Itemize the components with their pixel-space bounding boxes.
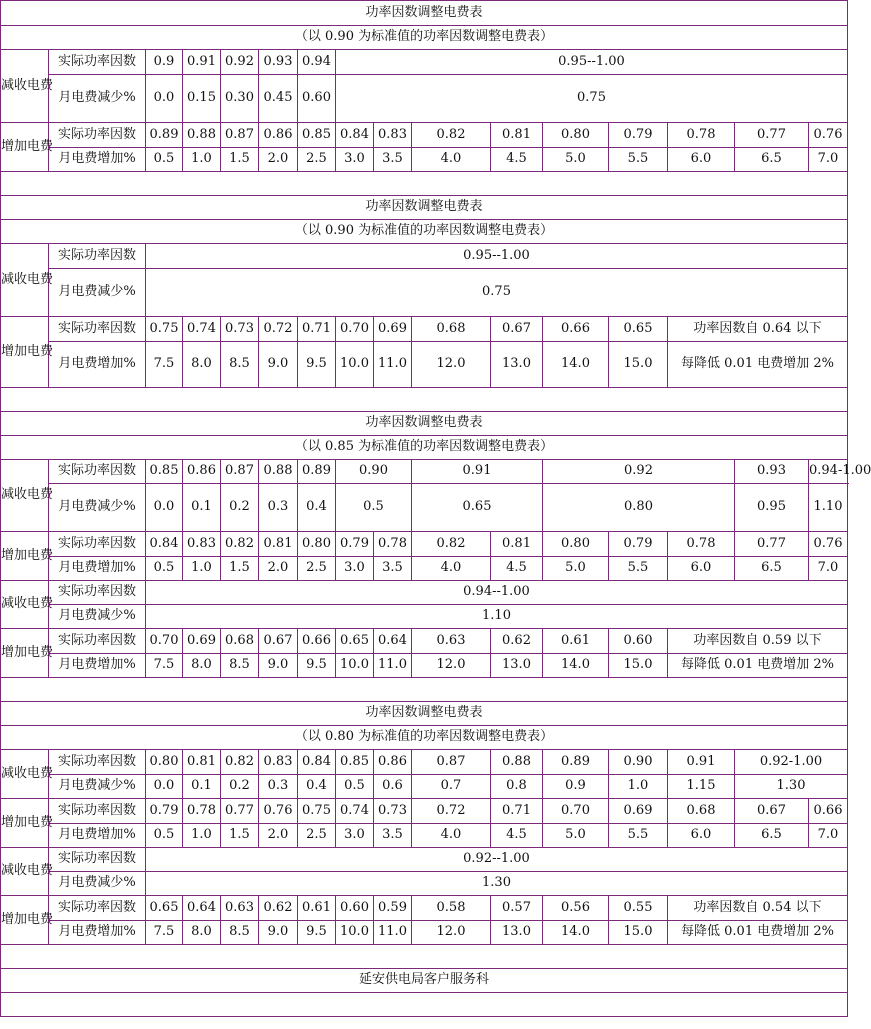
table-cell: 0.5 (146, 824, 183, 848)
table-cell: 0.77 (735, 123, 809, 148)
actual-pf-label: 实际功率因数 (49, 123, 146, 148)
reduce-group-label: 减收电费 (1, 848, 49, 896)
table-cell: 0.73 (221, 317, 259, 342)
table-cell: 0.94-1.00 (809, 460, 848, 484)
actual-pf-label: 实际功率因数 (49, 460, 146, 484)
table-cell: 1.30 (146, 872, 848, 896)
table-cell: 7.5 (146, 342, 183, 388)
table-cell: 2.5 (298, 824, 336, 848)
actual-pf-label: 实际功率因数 (49, 750, 146, 775)
table-cell: 8.5 (221, 342, 259, 388)
table-cell: 1.5 (221, 148, 259, 172)
actual-pf-label: 实际功率因数 (49, 848, 146, 872)
table-cell: 0.66 (298, 629, 336, 654)
table-cell: 0.1 (183, 484, 221, 532)
table-cell: 0.88 (259, 460, 298, 484)
table-cell: 10.0 (336, 342, 374, 388)
table-cell: 0.95 (735, 484, 809, 532)
table-cell: 0.0 (146, 75, 183, 123)
table-cell: 0.89 (146, 123, 183, 148)
reduce-pct-label: 月电费减少% (49, 75, 146, 123)
table-cell: 0.62 (259, 896, 298, 921)
table-cell: 0.92 (543, 460, 735, 484)
table-cell: 0.85 (146, 460, 183, 484)
table-cell: 3.5 (374, 557, 412, 581)
section-subtitle: （以 0.90 为标准值的功率因数调整电费表） (1, 220, 848, 244)
table-cell: 0.45 (259, 75, 298, 123)
table-cell: 0.5 (146, 557, 183, 581)
table-cell: 0.81 (183, 750, 221, 775)
table-cell: 0.79 (146, 799, 183, 824)
table-cell: 0.91 (183, 50, 221, 75)
table-cell: 0.70 (146, 629, 183, 654)
table-cell: 1.5 (221, 824, 259, 848)
table-cell: 1.10 (146, 605, 848, 629)
table-cell: 10.0 (336, 654, 374, 678)
table-cell: 8.0 (183, 654, 221, 678)
table-cell: 0.6 (374, 775, 412, 799)
table-cell: 9.0 (259, 654, 298, 678)
increase-pct-label: 月电费增加% (49, 342, 146, 388)
increase-group-label: 增加电费 (1, 317, 49, 388)
table-cell: 0.65 (336, 629, 374, 654)
table-cell: 6.0 (668, 148, 735, 172)
table-cell: 0.9 (543, 775, 609, 799)
table-cell: 0.63 (221, 896, 259, 921)
table-cell: 0.60 (298, 75, 336, 123)
table-cell: 0.58 (412, 896, 491, 921)
table-cell: 0.56 (543, 896, 609, 921)
table-cell: 0.7 (412, 775, 491, 799)
table-cell: 0.79 (609, 123, 668, 148)
table-cell: 6.0 (668, 557, 735, 581)
table-cell: 0.80 (543, 532, 609, 557)
table-cell: 14.0 (543, 921, 609, 945)
table-cell: 8.5 (221, 654, 259, 678)
section-subtitle: （以 0.80 为标准值的功率因数调整电费表） (1, 726, 848, 750)
actual-pf-label: 实际功率因数 (49, 799, 146, 824)
actual-pf-label: 实际功率因数 (49, 532, 146, 557)
table-cell: 1.0 (609, 775, 668, 799)
table-cell: 5.5 (609, 557, 668, 581)
table-cell: 0.75 (146, 317, 183, 342)
table-cell: 0.4 (298, 484, 336, 532)
table-cell: 5.5 (609, 824, 668, 848)
table-cell: 7.0 (809, 557, 848, 581)
table-cell: 0.68 (221, 629, 259, 654)
increase-pct-label: 月电费增加% (49, 148, 146, 172)
table-cell: 0.78 (183, 799, 221, 824)
table-cell: 0.64 (374, 629, 412, 654)
section-subtitle: （以 0.90 为标准值的功率因数调整电费表） (1, 26, 848, 50)
table-cell: 3.0 (336, 824, 374, 848)
table-cell: 1.15 (668, 775, 735, 799)
actual-pf-label: 实际功率因数 (49, 581, 146, 605)
table-cell: 11.0 (374, 342, 412, 388)
table-cell: 1.0 (183, 148, 221, 172)
table-cell: 8.0 (183, 921, 221, 945)
table-cell: 0.0 (146, 775, 183, 799)
table-cell: 0.93 (259, 50, 298, 75)
table-cell: 0.68 (668, 799, 735, 824)
table-cell: 0.86 (183, 460, 221, 484)
table-cell: 12.0 (412, 921, 491, 945)
increase-group-label: 增加电费 (1, 532, 49, 581)
table-cell: 0.95--1.00 (336, 50, 848, 75)
table-cell: 3.5 (374, 824, 412, 848)
actual-pf-label: 实际功率因数 (49, 244, 146, 269)
table-cell: 0.89 (543, 750, 609, 775)
increase-pct-label: 月电费增加% (49, 824, 146, 848)
table-cell: 0.77 (221, 799, 259, 824)
table-cell: 0.92-1.00 (735, 750, 848, 775)
reduce-group-label: 减收电费 (1, 50, 49, 123)
table-cell: 2.5 (298, 148, 336, 172)
table-cell: 7.0 (809, 148, 848, 172)
table-cell: 0.86 (374, 750, 412, 775)
table-cell: 0.15 (183, 75, 221, 123)
table-cell: 12.0 (412, 342, 491, 388)
table-cell: 功率因数自 0.59 以下 (668, 629, 848, 654)
table-cell: 4.0 (412, 148, 491, 172)
table-cell: 0.80 (146, 750, 183, 775)
table-cell: 0.93 (735, 460, 809, 484)
table-cell: 0.82 (412, 532, 491, 557)
table-cell: 0.87 (412, 750, 491, 775)
table-cell: 15.0 (609, 342, 668, 388)
table-cell: 2.0 (259, 824, 298, 848)
table-cell: 0.78 (668, 532, 735, 557)
table-cell: 0.5 (336, 775, 374, 799)
table-cell: 0.65 (412, 484, 543, 532)
reduce-group-label: 减收电费 (1, 750, 49, 799)
table-cell: 9.0 (259, 342, 298, 388)
table-cell: 0.91 (668, 750, 735, 775)
table-cell: 7.5 (146, 921, 183, 945)
table-cell: 0.76 (809, 123, 848, 148)
table-cell: 0.71 (491, 799, 543, 824)
table-cell: 0.77 (735, 532, 809, 557)
table-cell: 11.0 (374, 921, 412, 945)
actual-pf-label: 实际功率因数 (49, 317, 146, 342)
table-cell: 7.0 (809, 824, 848, 848)
table-cell: 0.74 (183, 317, 221, 342)
table-cell: 0.3 (259, 775, 298, 799)
table-cell: 0.62 (491, 629, 543, 654)
reduce-group-label: 减收电费 (1, 581, 49, 629)
table-cell: 功率因数自 0.54 以下 (668, 896, 848, 921)
table-cell: 0.88 (183, 123, 221, 148)
table-cell: 8.0 (183, 342, 221, 388)
table-cell: 0.8 (491, 775, 543, 799)
table-cell: 0.64 (183, 896, 221, 921)
table-cell: 0.79 (336, 532, 374, 557)
footer-department: 延安供电局客户服务科 (1, 969, 848, 993)
section-title: 功率因数调整电费表 (1, 412, 848, 436)
blank-row (1, 678, 848, 702)
table-cell: 6.5 (735, 824, 809, 848)
table-cell: 0.87 (221, 123, 259, 148)
table-cell: 0.91 (412, 460, 543, 484)
table-cell: 13.0 (491, 342, 543, 388)
table-cell: 0.73 (374, 799, 412, 824)
section-title: 功率因数调整电费表 (1, 1, 848, 26)
table-cell: 0.3 (259, 484, 298, 532)
table-cell: 2.5 (298, 557, 336, 581)
table-cell: 5.0 (543, 824, 609, 848)
table-cell: 每降低 0.01 电费增加 2% (668, 654, 848, 678)
increase-pct-label: 月电费增加% (49, 557, 146, 581)
table-cell: 14.0 (543, 654, 609, 678)
table-cell: 3.0 (336, 557, 374, 581)
table-cell: 9.5 (298, 654, 336, 678)
table-cell: 0.76 (809, 532, 848, 557)
increase-pct-label: 月电费增加% (49, 654, 146, 678)
table-cell: 0.83 (259, 750, 298, 775)
table-cell: 0.92 (221, 50, 259, 75)
table-cell: 0.2 (221, 484, 259, 532)
table-cell: 0.87 (221, 460, 259, 484)
table-cell: 0.88 (491, 750, 543, 775)
table-cell: 0.69 (609, 799, 668, 824)
table-cell: 每降低 0.01 电费增加 2% (668, 921, 848, 945)
actual-pf-label: 实际功率因数 (49, 50, 146, 75)
table-cell: 1.10 (809, 484, 848, 532)
blank-row (1, 945, 848, 969)
table-cell: 9.0 (259, 921, 298, 945)
reduce-pct-label: 月电费减少% (49, 775, 146, 799)
table-cell: 15.0 (609, 921, 668, 945)
table-cell: 15.0 (609, 654, 668, 678)
table-cell: 0.71 (298, 317, 336, 342)
blank-row (1, 388, 848, 412)
table-cell: 1.30 (735, 775, 848, 799)
table-cell: 0.60 (336, 896, 374, 921)
table-cell: 0.84 (146, 532, 183, 557)
table-cell: 0.85 (298, 123, 336, 148)
table-cell: 0.61 (298, 896, 336, 921)
increase-group-label: 增加电费 (1, 123, 49, 172)
table-cell: 8.5 (221, 921, 259, 945)
reduce-group-label: 减收电费 (1, 460, 49, 532)
table-cell: 每降低 0.01 电费增加 2% (668, 342, 848, 388)
table-cell: 0.90 (336, 460, 412, 484)
table-cell: 0.2 (221, 775, 259, 799)
table-cell: 0.82 (221, 532, 259, 557)
table-cell: 5.5 (609, 148, 668, 172)
table-cell: 0.94--1.00 (146, 581, 848, 605)
table-cell: 功率因数自 0.64 以下 (668, 317, 848, 342)
table-cell: 0.75 (336, 75, 848, 123)
table-cell: 5.0 (543, 557, 609, 581)
table-cell: 1.5 (221, 557, 259, 581)
table-cell: 0.82 (412, 123, 491, 148)
table-cell: 0.65 (146, 896, 183, 921)
table-cell: 1.0 (183, 824, 221, 848)
table-cell: 0.60 (609, 629, 668, 654)
table-cell: 0.86 (259, 123, 298, 148)
table-cell: 0.66 (809, 799, 848, 824)
table-cell: 14.0 (543, 342, 609, 388)
table-cell: 0.74 (336, 799, 374, 824)
table-cell: 4.5 (491, 824, 543, 848)
table-cell: 0.1 (183, 775, 221, 799)
table-cell: 0.84 (336, 123, 374, 148)
actual-pf-label: 实际功率因数 (49, 629, 146, 654)
table-cell: 0.89 (298, 460, 336, 484)
table-cell: 0.76 (259, 799, 298, 824)
table-cell: 4.0 (412, 824, 491, 848)
table-cell: 3.5 (374, 148, 412, 172)
actual-pf-label: 实际功率因数 (49, 896, 146, 921)
reduce-pct-label: 月电费减少% (49, 872, 146, 896)
table-cell: 4.5 (491, 148, 543, 172)
table-cell: 0.69 (374, 317, 412, 342)
table-cell: 0.80 (543, 123, 609, 148)
table-cell: 0.63 (412, 629, 491, 654)
reduce-pct-label: 月电费减少% (49, 605, 146, 629)
table-cell: 0.95--1.00 (146, 244, 848, 269)
table-cell: 0.82 (221, 750, 259, 775)
section-title: 功率因数调整电费表 (1, 702, 848, 726)
increase-group-label: 增加电费 (1, 799, 49, 848)
table-cell: 0.70 (543, 799, 609, 824)
table-cell: 4.5 (491, 557, 543, 581)
table-cell: 0.75 (298, 799, 336, 824)
table-cell: 4.0 (412, 557, 491, 581)
increase-group-label: 增加电费 (1, 896, 49, 945)
table-cell: 5.0 (543, 148, 609, 172)
increase-group-label: 增加电费 (1, 629, 49, 678)
table-cell: 0.80 (298, 532, 336, 557)
table-cell: 0.30 (221, 75, 259, 123)
table-cell: 0.83 (374, 123, 412, 148)
table-cell: 0.57 (491, 896, 543, 921)
table-cell: 13.0 (491, 921, 543, 945)
table-cell: 0.72 (259, 317, 298, 342)
table-cell: 11.0 (374, 654, 412, 678)
table-cell: 0.67 (491, 317, 543, 342)
table-cell: 0.92--1.00 (146, 848, 848, 872)
reduce-pct-label: 月电费减少% (49, 484, 146, 532)
table-cell: 0.9 (146, 50, 183, 75)
blank-row (1, 172, 848, 196)
table-cell: 1.0 (183, 557, 221, 581)
table-cell: 12.0 (412, 654, 491, 678)
table-cell: 0.65 (609, 317, 668, 342)
table-cell: 0.90 (609, 750, 668, 775)
reduce-group-label: 减收电费 (1, 244, 49, 317)
table-cell: 0.85 (336, 750, 374, 775)
table-cell: 9.5 (298, 342, 336, 388)
table-cell: 0.59 (374, 896, 412, 921)
table-cell: 0.67 (259, 629, 298, 654)
table-cell: 0.66 (543, 317, 609, 342)
table-cell: 6.5 (735, 148, 809, 172)
table-cell: 0.72 (412, 799, 491, 824)
table-cell: 0.4 (298, 775, 336, 799)
reduce-pct-label: 月电费减少% (49, 269, 146, 317)
table-cell: 0.80 (543, 484, 735, 532)
blank-row (1, 993, 848, 1017)
table-cell: 0.69 (183, 629, 221, 654)
table-cell: 7.5 (146, 654, 183, 678)
table-cell: 0.55 (609, 896, 668, 921)
table-cell: 0.81 (491, 532, 543, 557)
table-cell: 0.78 (668, 123, 735, 148)
table-cell: 0.75 (146, 269, 848, 317)
table-cell: 0.5 (336, 484, 412, 532)
table-cell: 0.5 (146, 148, 183, 172)
section-subtitle: （以 0.85 为标准值的功率因数调整电费表） (1, 436, 848, 460)
table-cell: 0.81 (259, 532, 298, 557)
table-cell: 2.0 (259, 148, 298, 172)
table-cell: 0.84 (298, 750, 336, 775)
table-cell: 0.83 (183, 532, 221, 557)
table-cell: 6.0 (668, 824, 735, 848)
table-cell: 10.0 (336, 921, 374, 945)
table-cell: 9.5 (298, 921, 336, 945)
increase-pct-label: 月电费增加% (49, 921, 146, 945)
table-cell: 3.0 (336, 148, 374, 172)
table-cell: 0.70 (336, 317, 374, 342)
table-cell: 2.0 (259, 557, 298, 581)
table-cell: 0.0 (146, 484, 183, 532)
table-cell: 6.5 (735, 557, 809, 581)
table-cell: 0.81 (491, 123, 543, 148)
table-cell: 0.79 (609, 532, 668, 557)
table-cell: 0.78 (374, 532, 412, 557)
table-cell: 13.0 (491, 654, 543, 678)
section-title: 功率因数调整电费表 (1, 196, 848, 220)
table-cell: 0.61 (543, 629, 609, 654)
table-cell: 0.94 (298, 50, 336, 75)
table-cell: 0.68 (412, 317, 491, 342)
table-cell: 0.67 (735, 799, 809, 824)
